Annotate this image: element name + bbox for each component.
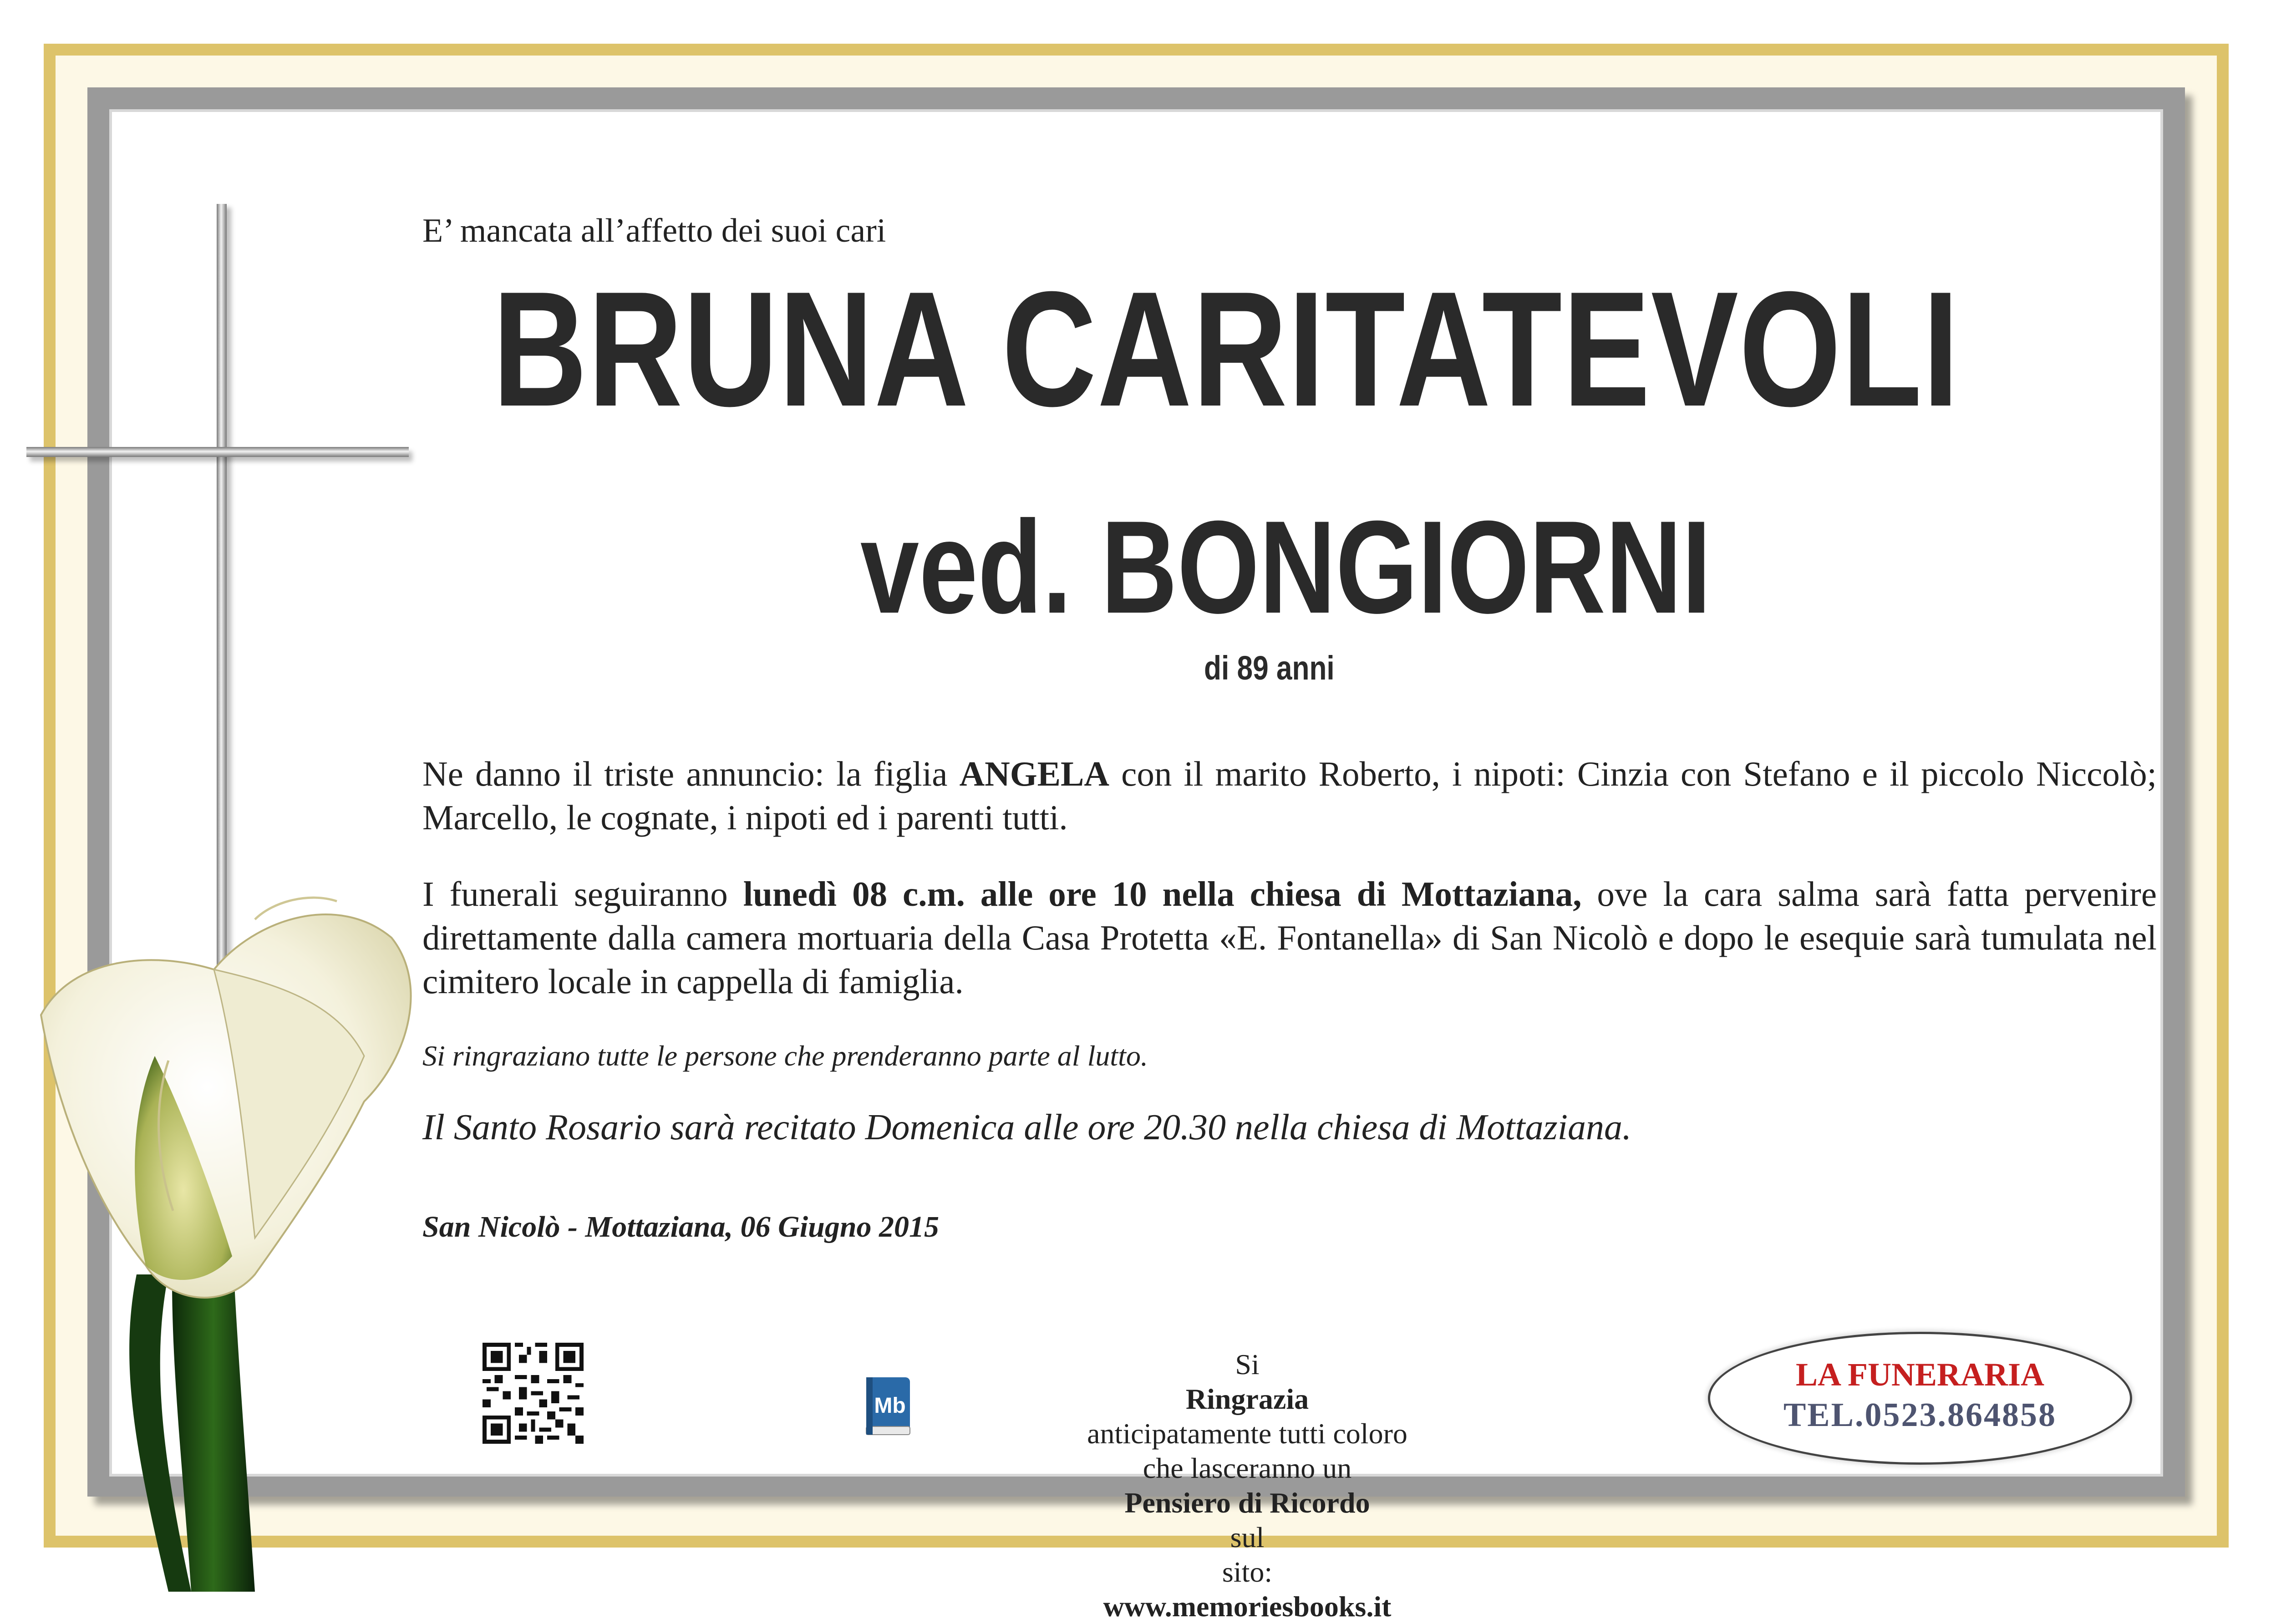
intro-text: E’ mancata all’affetto dei suoi cari	[422, 212, 886, 249]
rosary-text: Il Santo Rosario sarà recitato Domenica alle ore 20.30 nella chiesa di Mottaziana.	[422, 1107, 1632, 1147]
announcement-daughter-name: ANGELA	[959, 754, 1109, 793]
funeral-text-c: ove la cara salma sarà fatta pervenire direttamente dalla camera mortuaria della Casa Protetta «E. Fontanella» di San Nicolò e dopo le esequie sarà tumulata nel cimitero locale in cappella di famiglia.	[422, 874, 2157, 1001]
announcement-text-c: con il marito Roberto, i nipoti: Cinzia con Stefano e il piccolo Niccolò; Marcello, le cognate, i nipoti ed i parenti tutti.	[422, 754, 2157, 837]
memories-line-2: che lasceranno un Pensiero di Ricordo sul	[1124, 1452, 1370, 1553]
memories-line-3: sito: www.memoriesbooks.it	[1103, 1556, 1392, 1623]
widow-of-name: ved. BONGIORNI	[860, 493, 1712, 641]
age-text: di 89 anni	[1204, 649, 1335, 687]
funeral-date-place: lunedì 08 c.m. alle ore 10 nella chiesa di Mottaziana,	[743, 874, 1582, 914]
logo-text: Mb	[874, 1394, 906, 1418]
memories-website-link[interactable]: www.memoriesbooks.it	[1103, 1590, 1392, 1623]
funeral-home-name: LA FUNERARIA	[1795, 1356, 2045, 1393]
qr-code-icon[interactable]	[483, 1343, 584, 1444]
funeral-home-phone[interactable]: TEL.0523.864858	[1783, 1396, 2057, 1434]
memories-line-1: Si Ringrazia anticipatamente tutti coloro	[1087, 1348, 1407, 1450]
funeral-paragraph	[422, 872, 2157, 1003]
deceased-name: BRUNA CARITATEVOLI	[493, 258, 1960, 441]
announcement-paragraph	[422, 752, 2157, 839]
place-date: San Nicolò - Mottaziana, 06 Giugno 2015	[422, 1210, 940, 1243]
thanks-text: Si ringraziano tutte le persone che prenderanno parte al lutto.	[422, 1040, 1148, 1072]
memoriesbooks-logo-icon[interactable]	[864, 1375, 914, 1439]
calla-lily-icon	[18, 865, 428, 1592]
memoriesbooks-message	[956, 1347, 1539, 1624]
funeral-text-a: I funerali seguiranno	[422, 874, 743, 914]
cross-horizontal-bar	[26, 447, 409, 457]
announcement-text-a: Ne danno il triste annuncio: la figlia	[422, 754, 960, 793]
funeral-home-badge	[1708, 1332, 2132, 1465]
